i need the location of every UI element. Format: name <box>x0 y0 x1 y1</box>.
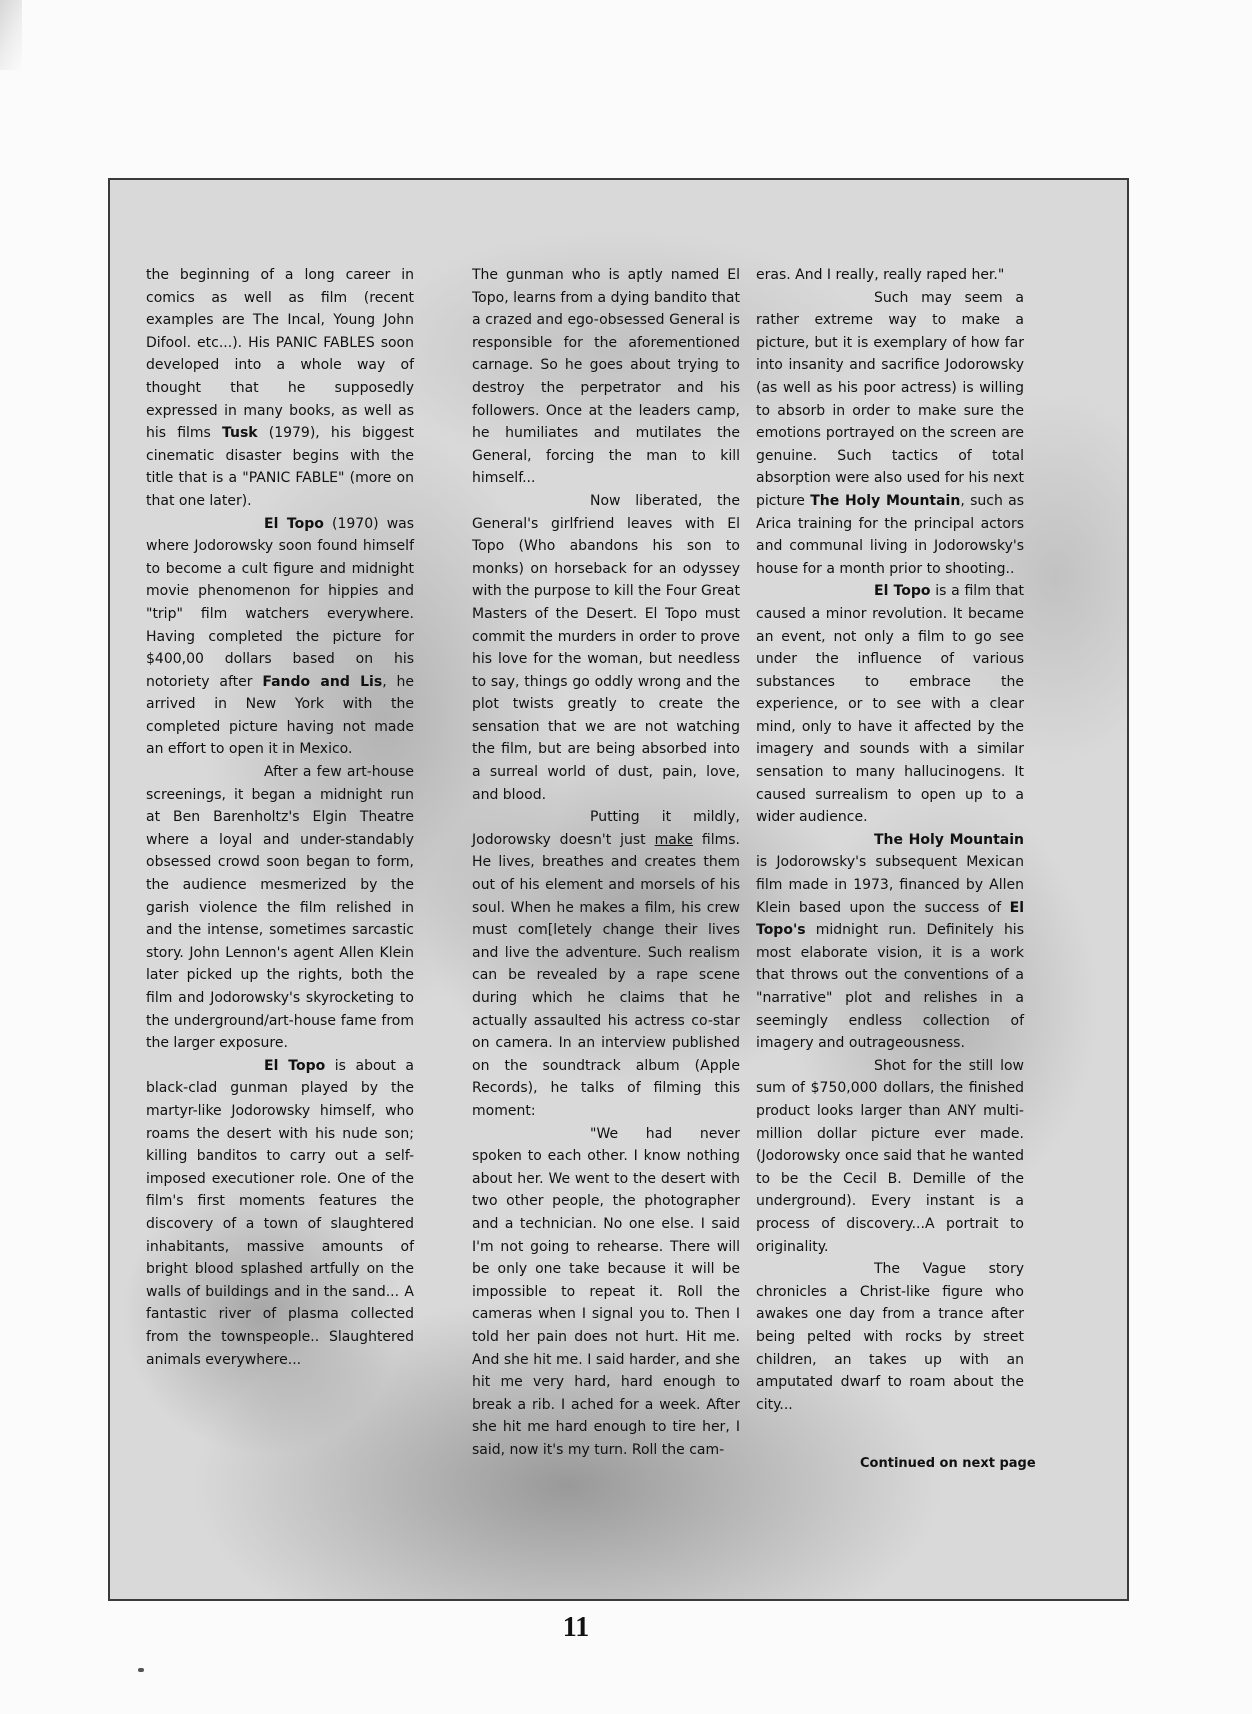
paragraph-text: "We had never spoken to each other. I know nothing about her. We went to the desert with two other people, the photographer and a technician. No one else. I said I'm not going to rehearse. There will be only one take because it will be impossible to repeat it. Roll the cameras when I signal you to. Then I told her pain does not hurt. Hit me. And she hit me. I said harder, and she hit me very hard, hard enough to break a rib. I ached for a week. After she hit me hard enough to tire her, I said, now it's my turn. Roll the cam- <box>472 1125 740 1458</box>
paragraph-text: is about a black-clad gunman played by the martyr-like Jodorowsky himself, who roams the desert with his nude son; killing banditos to carry out a self-imposed executioner role. One of the film's first moments features the discovery of a town of slaughtered inhabitants, massive amounts of bright blood splashed artfully on the walls of buildings and in the sand... A fantastic river of plasma collected from the townspeople.. Slaughtered animals everywhere... <box>146 1057 415 1368</box>
paragraph <box>472 490 740 806</box>
film-title: El Topo <box>874 583 931 600</box>
underlined-word: make <box>654 831 694 848</box>
paragraph-text: is Jodorowsky's subsequent Mexican film made in 1973, financed by Allen Klein based upon the success of <box>756 854 1024 916</box>
film-title: Fando and Lis <box>262 673 383 690</box>
paragraph <box>756 1055 1024 1258</box>
paragraph-text: midnight run. Definitely his most elaborate vision, it is a work that throws out the conventions of a "narrative" plot and relishes in a seemingly endless collection of imagery and outrageousness. <box>756 922 1024 1052</box>
paragraph <box>756 264 1024 287</box>
paragraph-text: (1979), his biggest cinematic disaster begins with the title that is a "PANIC FABLE" (more on that one later). <box>146 425 415 509</box>
paragraph <box>756 829 1024 1055</box>
paragraph-text: Putting it mildly, Jodorowsky doesn't just <box>472 809 740 848</box>
paragraph-text: (1970) was where Jodorowsky soon found himself to become a cult figure and midnight movie phenomenon for hippies and "trip" film watchers everywhere. Having completed the picture for $400,00 dollars based on his notoriety after <box>146 515 415 690</box>
article-column-2 <box>472 264 740 1461</box>
quote-paragraph <box>472 1123 740 1462</box>
paragraph <box>146 264 414 513</box>
paragraph-text: eras. And I really, really raped her." <box>756 267 1005 283</box>
paragraph-text: Such may seem a rather extreme way to make a picture, but it is exemplary of how far into insanity and sacrifice Jodorowsky (as well as his poor actress) is willing to absorb in order to make sure the emotions portrayed on the screen are genuine. Such tactics of total absorption were also used for his next picture <box>756 289 1024 509</box>
paragraph-text: is a film that caused a minor revolution. It became an event, not only a film to go see under the influence of various substances to embrace the experience, or to see with a clear mind, only to have it affected by the imagery and sounds with a similar sensation to many hallucinogens. It caused surrealism to open up to a wider audience. <box>756 583 1025 826</box>
continued-notice: Continued on next page <box>860 1456 1036 1471</box>
film-title: El Topo <box>264 515 324 532</box>
scan-speck <box>138 1668 144 1672</box>
paragraph <box>146 513 414 762</box>
paragraph <box>756 287 1024 581</box>
paragraph <box>146 1055 414 1371</box>
paragraph-text: The gunman who is aptly named El Topo, learns from a dying bandito that a crazed and ego-obsessed General is responsible for the aforementioned carnage. So he goes about trying to destroy the perpetrator and his followers. Once at the leaders camp, he humiliates and mutilates the General, forcing the man to kill himself... <box>472 267 740 487</box>
paragraph-text: The Vague story chronicles a Christ-like figure who awakes one day from a trance after being pelted with rocks by street children, an takes up with an amputated dwarf to roam about the city... <box>756 1261 1024 1413</box>
film-title: Tusk <box>221 425 258 442</box>
paragraph <box>146 761 414 1055</box>
paragraph-text: Now liberated, the General's girlfriend leaves with El Topo (Who abandons his son to monks) on horseback for an odyssey with the purpose to kill the Four Great Masters of the Desert. El Topo must commit the murders in order to prove his love for the woman, but needless to say, things go oddly wrong and the plot twists greatly to create the sensation that we are not watching the film, but are being absorbed into a surreal world of dust, pain, love, and blood. <box>472 492 740 803</box>
film-title: The Holy Mountain <box>810 492 961 509</box>
paragraph-text: films. He lives, breathes and creates them out of his element and morsels of his soul. When he makes a film, his crew must com[letely change their lives and live the adventure. Such realism can be revealed by a rape scene during which he claims that he actually assaulted his actress co-star on camera. In an interview published on the soundtrack album (Apple Records), he talks of filming this moment: <box>472 831 741 1119</box>
article-column-3 <box>756 264 1024 1416</box>
paragraph-text: , he arrived in New York with the completed picture having not made an effort to open it in Mexico. <box>146 673 414 758</box>
article-column-1 <box>146 264 414 1371</box>
paragraph-text: , such as Arica training for the principal actors and communal living in Jodorowsky's house for a month prior to shooting.. <box>756 492 1024 577</box>
paragraph-text: Shot for the still low sum of $750,000 dollars, the finished product looks larger than ANY multi-million dollar picture ever made. (Jodorowsky once said that he wanted to be the Cecil B. Demille of the underground). Every instant is a process of discovery...A portrait to originality. <box>756 1057 1024 1255</box>
paragraph <box>756 580 1024 829</box>
paragraph <box>472 264 740 490</box>
paragraph <box>472 806 740 1122</box>
article-frame <box>108 178 1129 1601</box>
film-title: El Topo <box>264 1057 326 1074</box>
page-number: 11 <box>562 1612 590 1643</box>
paragraph-text: After a few art-house screenings, it began a midnight run at Ben Barenholtz's Elgin Theatre where a loyal and under-standably obsessed crowd soon began to form, the audience mesmerized by the garish violence the film relished in and the intense, sometimes sarcastic story. John Lennon's agent Allen Klein later picked up the rights, both the film and Jodorowsky's skyrocketing to the underground/art-house fame from the larger exposure. <box>146 764 414 1052</box>
paragraph-text: the beginning of a long career in comics as well as film (recent examples are The Incal, Young John Difool. etc...). His PANIC FABLES soon developed into a whole way of thought that he supposedly expressed in many books, as well as his films <box>146 267 414 442</box>
paragraph <box>756 1258 1024 1416</box>
scan-edge-shadow <box>0 0 22 70</box>
film-title: The Holy Mountain <box>874 831 1024 848</box>
film-title: El Topo's <box>756 899 1025 939</box>
